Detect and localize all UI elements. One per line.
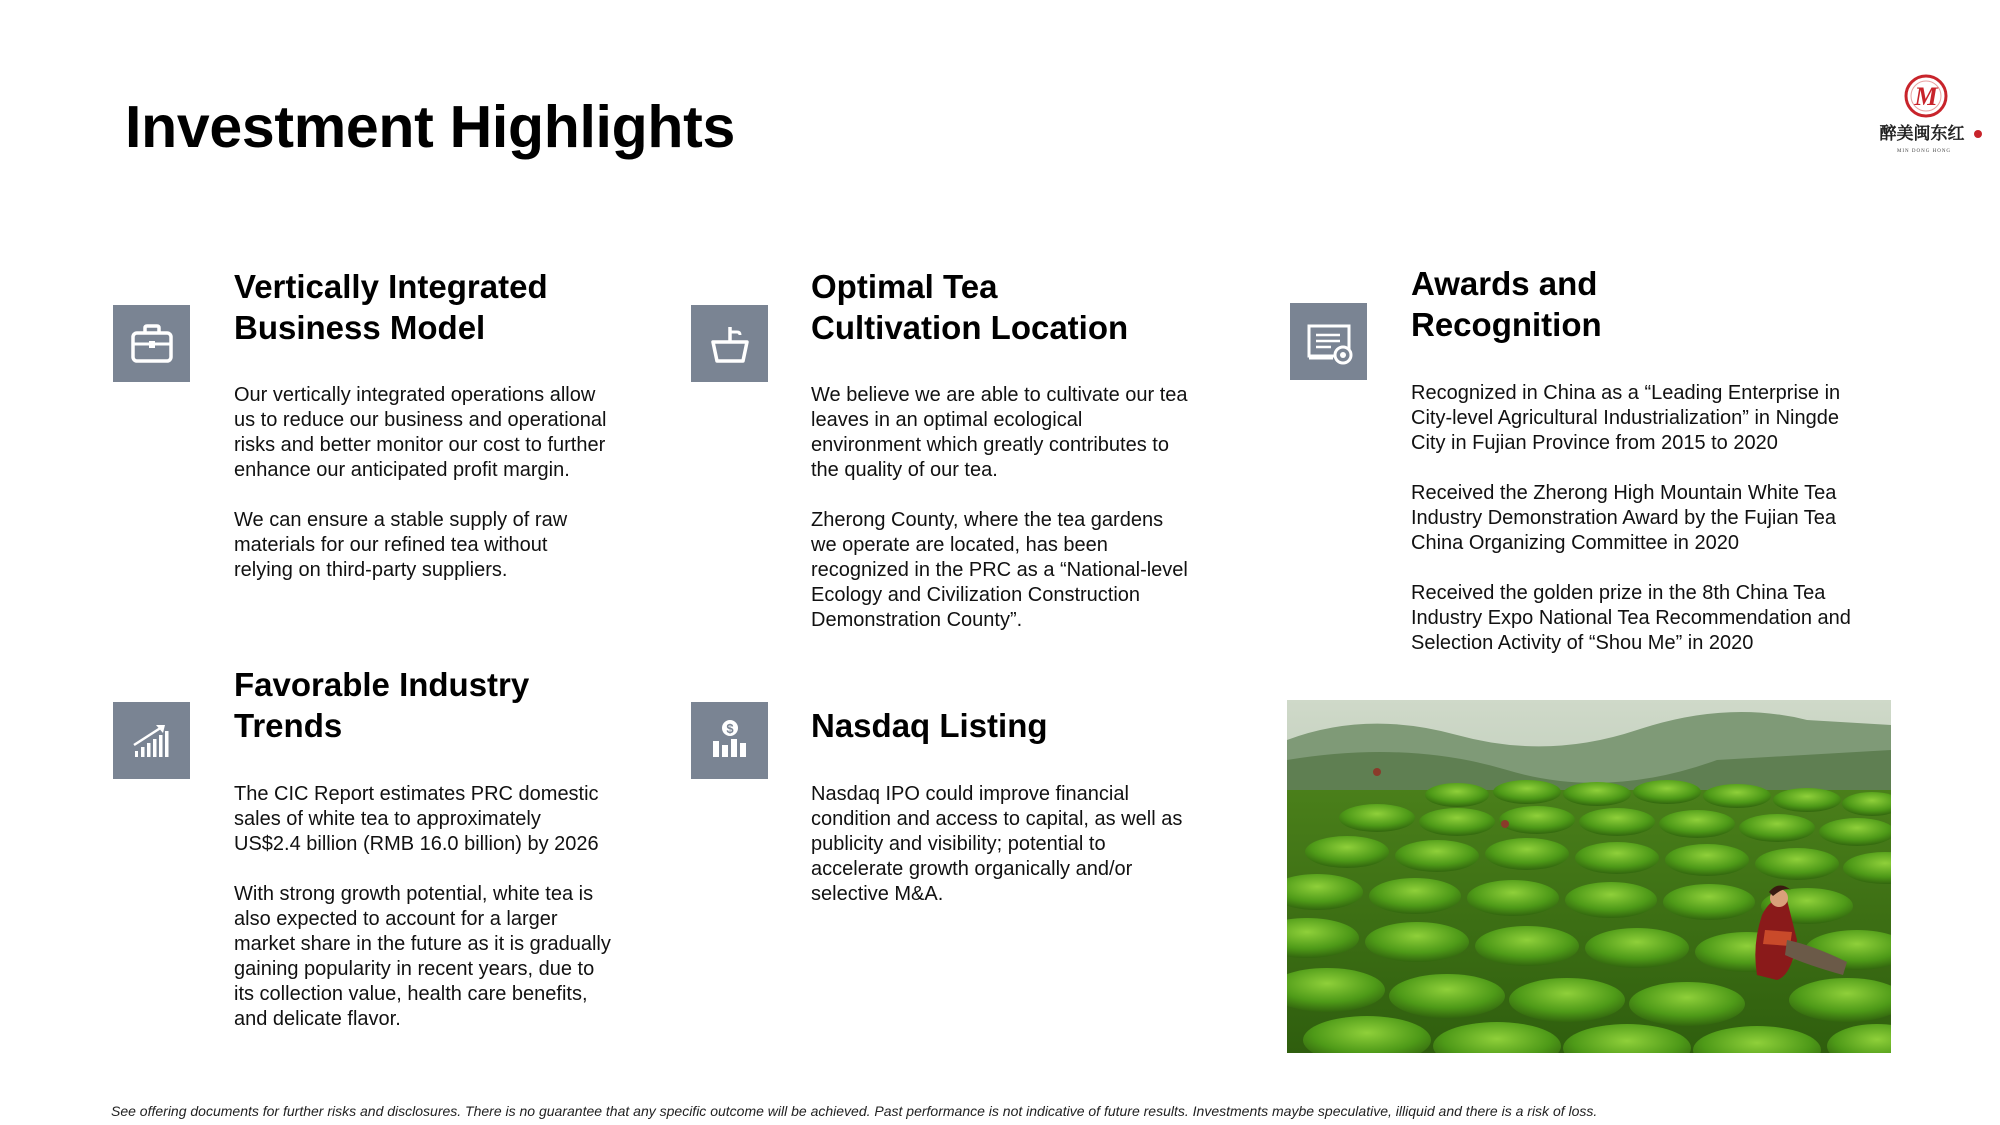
growth-chart-icon [113, 702, 190, 779]
briefcase-icon [113, 305, 190, 382]
disclaimer-footer: See offering documents for further risks and disclosures. There is no guarantee that any specific outcome will be achieved. Past performance is not indicative of future results. Investments maybe speculative, illiquid and there is a risk of loss. [111, 1103, 1598, 1119]
paragraph: Nasdaq IPO could improve financial condition and access to capital, as well as publicity and visibility; potential to accelerate growth organically and/or selective M&A. [811, 783, 1183, 905]
section-body-nasdaq-listing [811, 782, 1231, 932]
section-heading-optimal-tea: Optimal Tea Cultivation Location [811, 268, 1129, 346]
logo-chinese-text: 醉美闽东红 [1879, 124, 1965, 144]
paragraph: The CIC Report estimates PRC domestic sales of white tea to approximately US$2.4 billion (RMB 16.0 billion) by 2026 [234, 783, 599, 855]
paragraph: Recognized in China as a “Leading Enterprise in City-level Agricultural Industrialization” in Ningde City in Fujian Province from 2015 to 2020 [1411, 382, 1841, 454]
paragraph: With strong growth potential, white tea is also expected to account for a larger market share in the future as it is gradually gaining popularity in recent years, due to its collection value, health care benefits, and delicate flavor. [234, 883, 611, 1030]
paragraph: Received the Zherong High Mountain White Tea Industry Demonstration Award by the Fujian Tea China Organizing Committee in 2020 [1411, 482, 1837, 554]
basket-icon [691, 305, 768, 382]
dollar-bar-chart-icon [691, 702, 768, 779]
paragraph: Zherong County, where the tea gardens we operate are located, has been recognized in the PRC as a “National-level Ecology and Civilization Construction Demonstration County”. [811, 509, 1188, 631]
company-logo [1868, 72, 1984, 156]
paragraph: We can ensure a stable supply of raw materials for our refined tea without relying on third-party suppliers. [234, 509, 568, 581]
section-heading-industry-trends: Favorable Industry Trends [234, 666, 530, 744]
section-body-vertically-integrated [234, 383, 654, 608]
section-body-industry-trends [234, 782, 654, 1057]
section-heading-awards: Awards and Recognition [1411, 265, 1602, 343]
paragraph: Received the golden prize in the 8th China Tea Industry Expo National Tea Recommendation and Selection Activity of “Shou Me” in 2020 [1411, 582, 1851, 654]
section-body-optimal-tea [811, 383, 1231, 658]
certificate-icon [1290, 303, 1367, 380]
tea-plantation-photo [1287, 700, 1891, 1053]
logo-subtext: MIN DONG HONG [1896, 149, 1952, 154]
section-body-awards [1411, 381, 1911, 681]
page-title: Investment Highlights [125, 94, 735, 160]
svg-text:$: $ [725, 720, 734, 736]
paragraph: We believe we are able to cultivate our tea leaves in an optimal ecological environment which greatly contributes to the quality of our tea. [811, 384, 1188, 481]
section-heading-nasdaq-listing: Nasdaq Listing [811, 707, 1048, 744]
logo-mark: M [1914, 82, 1938, 111]
paragraph: Our vertically integrated operations allow us to reduce our business and operational risks and better monitor our cost to further enhance our anticipated profit margin. [234, 384, 607, 481]
section-heading-vertically-integrated: Vertically Integrated Business Model [234, 268, 548, 346]
